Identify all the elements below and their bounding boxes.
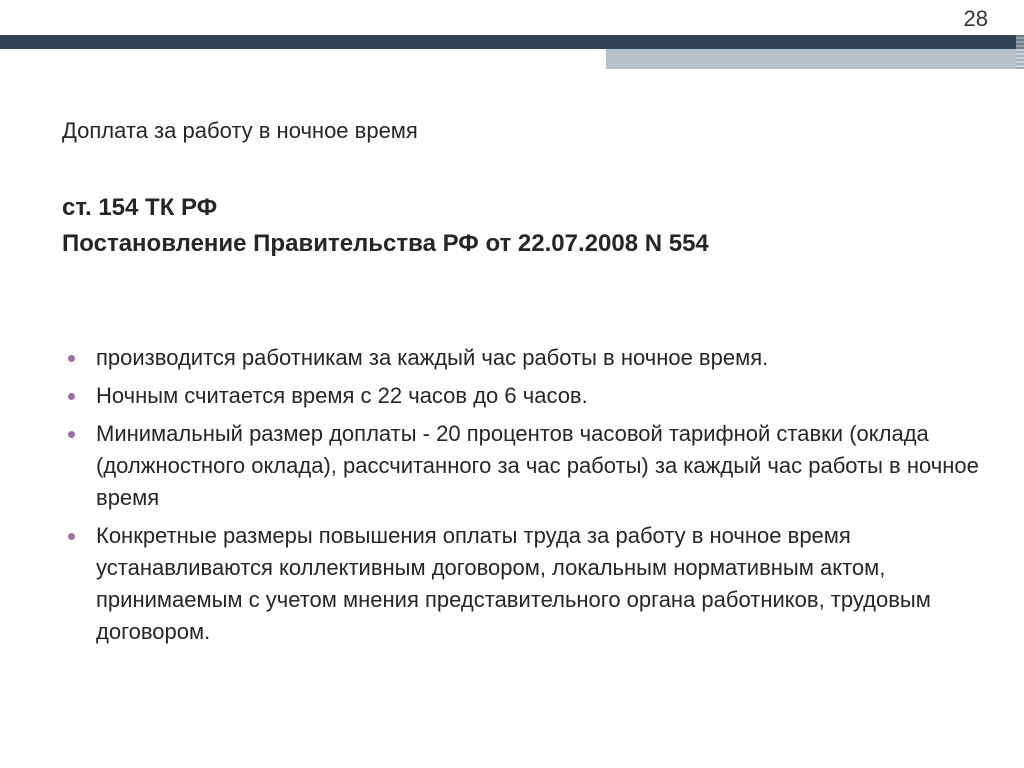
bullet-dot-icon bbox=[68, 355, 75, 362]
bullet-text: Минимальный размер доплаты - 20 процентов часовой тарифной ставки (оклада (должностного оклада), рассчитанного за час работы) за каждый час работы в ночное время bbox=[96, 421, 979, 510]
slide-title: Доплата за работу в ночное время bbox=[62, 118, 418, 143]
page-number: 28 bbox=[963, 6, 988, 31]
bullet-dot-icon bbox=[68, 533, 75, 540]
bullet-item bbox=[66, 520, 996, 648]
bullet-item bbox=[66, 342, 996, 374]
header-bar-stripes bbox=[1016, 35, 1024, 69]
bullet-text: Ночным считается время с 22 часов до 6 часов. bbox=[96, 383, 588, 408]
slide-subtitle bbox=[62, 190, 709, 262]
header-bar-light bbox=[606, 49, 1024, 69]
bullet-item bbox=[66, 418, 996, 514]
bullet-item bbox=[66, 380, 996, 412]
bullet-dot-icon bbox=[68, 431, 75, 438]
header-bar-dark bbox=[0, 35, 1024, 49]
bullet-text: производится работникам за каждый час работы в ночное время. bbox=[96, 345, 769, 370]
bullet-list bbox=[66, 342, 996, 654]
bullet-dot-icon bbox=[68, 393, 75, 400]
bullet-text: Конкретные размеры повышения оплаты труда за работу в ночное время устанавливаются коллективным договором, локальным нормативным актом, принимаемым с учетом мнения представительного органа работников, трудовым договором. bbox=[96, 523, 931, 644]
subtitle-line-resolution: Постановление Правительства РФ от 22.07.2008 N 554 bbox=[62, 230, 709, 257]
subtitle-line-article: ст. 154 ТК РФ bbox=[62, 194, 218, 221]
